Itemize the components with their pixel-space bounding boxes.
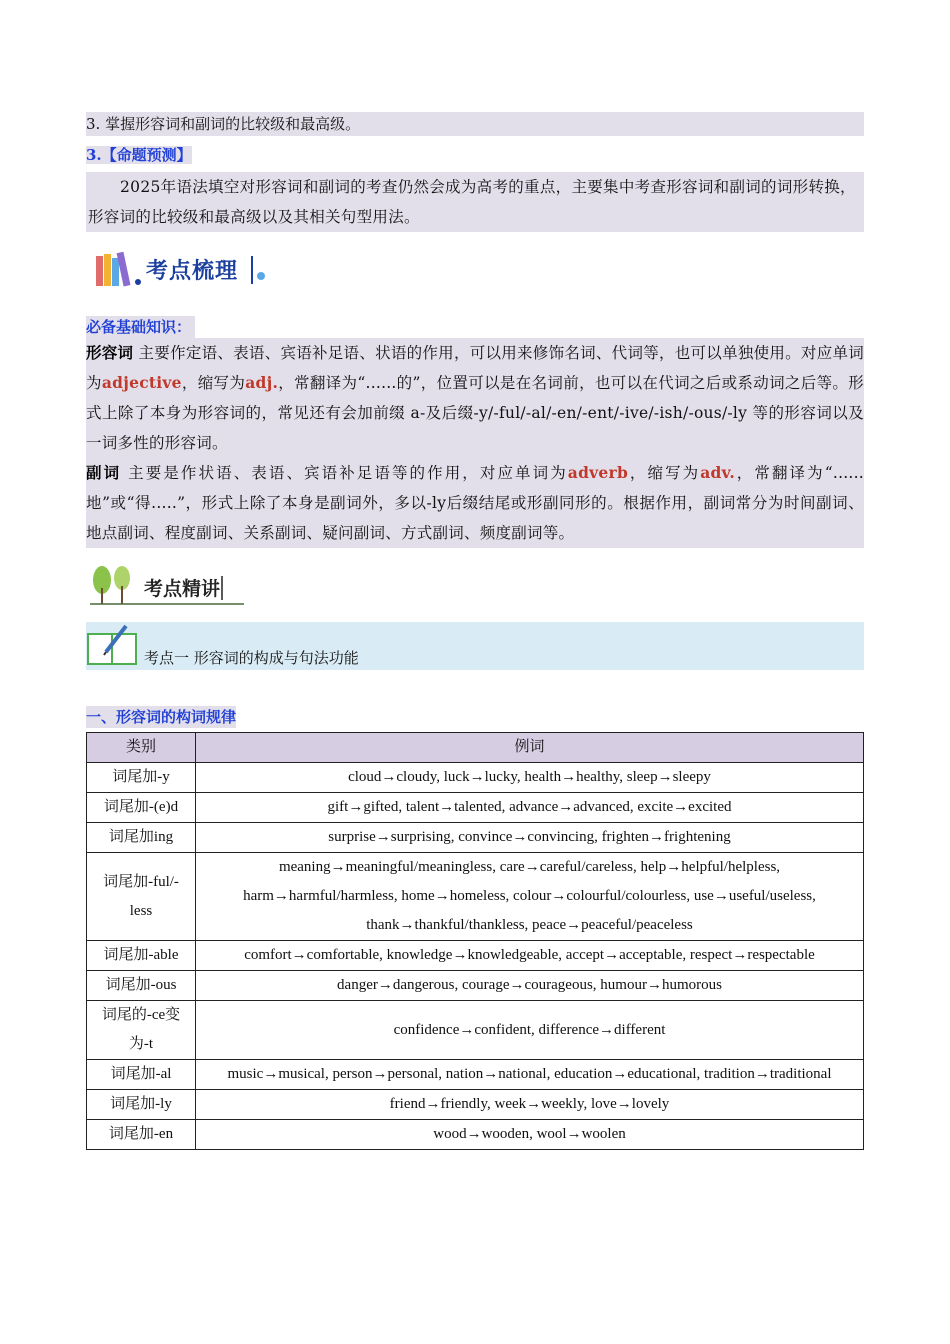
prediction-text: 2025年语法填空对形容词和副词的考查仍然会成为高考的重点，主要集中考查形容词和副词的词形转换，形容词的比较级和最高级以及其相关句型用法。 bbox=[86, 172, 864, 232]
table-cell-category: 词尾加-ly bbox=[87, 1090, 196, 1120]
table-cell-category: 词尾加-ful/-less bbox=[87, 853, 196, 941]
adverb-text-1: 主要是作状语、表语、宾语补足语等的作用，对应单词为 bbox=[121, 464, 568, 482]
table-row bbox=[87, 971, 864, 1001]
table-cell-examples: surprise→surprising, convince→convincing, frighten→frightening bbox=[196, 823, 864, 853]
point-one-label: 考点一 形容词的构成与句法功能 bbox=[144, 649, 359, 667]
adjective-text-2: ，缩写为 bbox=[181, 374, 246, 392]
banner2-title: 考点精讲 bbox=[144, 578, 221, 600]
kaodian-shuli-banner bbox=[86, 246, 864, 302]
document-page bbox=[86, 112, 864, 1150]
table-cell-category: 词尾的-ce变为-t bbox=[87, 1001, 196, 1060]
table-cell-category: 词尾加-y bbox=[87, 763, 196, 793]
table-cell-examples: wood→wooden, wool→woolen bbox=[196, 1120, 864, 1150]
goal-line: 3. 掌握形容词和副词的比较级和最高级。 bbox=[86, 112, 864, 136]
table-row bbox=[87, 941, 864, 971]
table-cell-examples: cloud→cloudy, luck→lucky, health→healthy, sleep→sleepy bbox=[196, 763, 864, 793]
table-row bbox=[87, 853, 864, 941]
adjective-word: adjective bbox=[101, 373, 182, 392]
table-row bbox=[87, 1120, 864, 1150]
prediction-heading-text: 3.【命题预测】 bbox=[86, 146, 192, 164]
adjective-abbr: adj. bbox=[245, 373, 279, 392]
table-cell-examples: confidence→confident, difference→different bbox=[196, 1001, 864, 1060]
table-row bbox=[87, 1001, 864, 1060]
adjective-term: 形容词 bbox=[86, 344, 134, 362]
table-header-row bbox=[87, 733, 864, 763]
adverb-abbr: adv. bbox=[700, 463, 735, 482]
table-cell-category: 词尾加-able bbox=[87, 941, 196, 971]
banner-title: 考点梳理 bbox=[146, 259, 239, 284]
book-pen-icon bbox=[86, 622, 142, 670]
prediction-heading bbox=[86, 144, 864, 166]
adverb-text-3: ，常翻译为“......地”或“得.....”，形式上除了本身是副词外，多以-ly后缀结尾或形副同形的。根据作用，副词常分为时间副词、地点副词、程度副词、关系副词、疑问副词、方式副词、频度副词等。 bbox=[86, 464, 864, 542]
table-cell-examples: danger→dangerous, courage→courageous, humour→humorous bbox=[196, 971, 864, 1001]
table-row bbox=[87, 823, 864, 853]
table-cell-category: 词尾加-ous bbox=[87, 971, 196, 1001]
adjective-text-1: 主要作定语、表语、宾语补足语、状语的作用，可以用来修饰名词、代词等，也可以单独使用。对应单词为 bbox=[86, 344, 864, 392]
table-row bbox=[87, 1090, 864, 1120]
kaodian-jingjiang-banner bbox=[86, 562, 864, 610]
point-one-bar bbox=[86, 622, 864, 670]
table-cell-examples: gift→gifted, talent→talented, advance→advanced, excite→excited bbox=[196, 793, 864, 823]
table-row bbox=[87, 763, 864, 793]
table-cell-category: 词尾加ing bbox=[87, 823, 196, 853]
table-row bbox=[87, 1060, 864, 1090]
table-cell-category: 词尾加-(e)d bbox=[87, 793, 196, 823]
table-cell-examples: meaning→meaningful/meaningless, care→careful/careless, help→helpful/helpless, harm→harmful/harmless, home→homeless, colour→colourful/colourless, use→useful/useless, thank→thankful/thankless, peace→peaceful/peaceless bbox=[196, 853, 864, 941]
table-cell-examples: comfort→comfortable, knowledge→knowledgeable, accept→acceptable, respect→respectable bbox=[196, 941, 864, 971]
adverb-paragraph bbox=[86, 458, 864, 548]
table-cell-examples: friend→friendly, week→weekly, love→lovely bbox=[196, 1090, 864, 1120]
adjective-paragraph bbox=[86, 338, 864, 458]
table-row bbox=[87, 793, 864, 823]
adverb-text-2: ，缩写为 bbox=[628, 464, 701, 482]
adjective-text-3: ，常翻译为“......的”，位置可以是在名词前，也可以在代词之后或系动词之后等。形式上除了本身为形容词的，常见还有会加前缀 a-及后缀-y/-ful/-al/-en/-ent/-ive/-ish/-ous/-ly 等的形容词以及一词多性的形容词。 bbox=[86, 374, 864, 452]
table-cell-category: 词尾加-en bbox=[87, 1120, 196, 1150]
adverb-term: 副词 bbox=[86, 464, 122, 482]
table-header-category: 类别 bbox=[87, 733, 196, 763]
table-cell-category: 词尾加-al bbox=[87, 1060, 196, 1090]
table-cell-examples: music→musical, person→personal, nation→national, education→educational, tradition→traditional bbox=[196, 1060, 864, 1090]
adverb-word: adverb bbox=[567, 463, 629, 482]
table-header-examples: 例词 bbox=[196, 733, 864, 763]
word-formation-table bbox=[86, 732, 864, 1150]
basics-heading: 必备基础知识： bbox=[86, 316, 195, 338]
section-heading: 一、形容词的构词规律 bbox=[86, 708, 237, 726]
